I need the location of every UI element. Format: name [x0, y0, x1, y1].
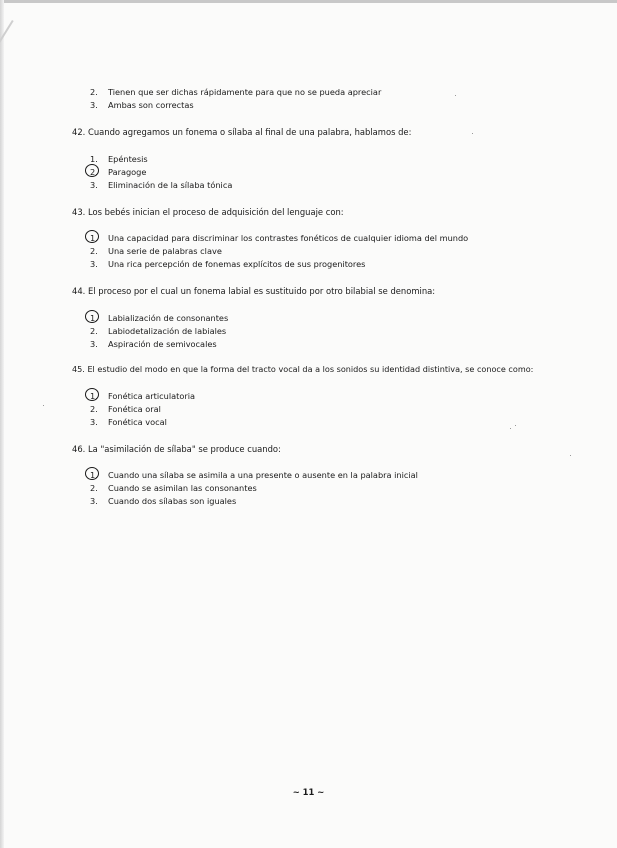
option-number: 2. — [90, 404, 98, 414]
option-text: Aspiración de semivocales — [108, 339, 217, 349]
question-title: 44. El proceso por el cual un fonema labial es sustituido por otro bilabial se denomina: — [72, 286, 436, 296]
option-item — [90, 416, 167, 428]
question-title: 42. Cuando agregamos un fonema o sílaba al final de una palabra, hablamos de: — [72, 127, 412, 137]
option-number: 3. — [90, 259, 98, 269]
option-text: Cuando se asimilan las consonantes — [108, 483, 257, 493]
answer-circle-mark — [85, 467, 99, 480]
option-item — [90, 469, 418, 481]
option-text: Cuando dos sílabas son iguales — [108, 496, 237, 506]
option-item — [90, 482, 257, 494]
option-text: Fonética articulatoria — [108, 391, 195, 401]
option-item — [90, 258, 365, 270]
option-number: 3. — [90, 339, 98, 349]
question-title: 45. El estudio del modo en que la forma del tracto vocal da a los sonidos su identidad distintiva, se conoce como: — [72, 364, 534, 374]
option-number: 2. — [90, 483, 98, 493]
option-text: Una serie de palabras clave — [108, 246, 222, 256]
question-title: 46. La "asimilación de sílaba" se produce cuando: — [72, 444, 281, 454]
option-number: 1. — [90, 154, 98, 164]
option-item — [90, 179, 232, 191]
option-text: Cuando una sílaba se asimila a una presente o ausente en la palabra inicial — [108, 470, 418, 480]
answer-circle-mark — [85, 230, 99, 243]
option-number: 3. — [90, 100, 98, 110]
option-item — [90, 495, 236, 507]
option-item — [90, 153, 148, 165]
option-text: Fonética vocal — [108, 417, 167, 427]
option-item — [90, 338, 217, 350]
scan-speck — [510, 428, 511, 429]
option-text: Fonética oral — [108, 404, 161, 414]
answer-circle-mark — [85, 164, 99, 177]
option-text: Una capacidad para discriminar los contrastes fonéticos de cualquier idioma del mundo — [108, 233, 469, 243]
option-number: 1. — [90, 469, 108, 481]
option-item — [90, 232, 468, 244]
page-top-edge — [0, 0, 617, 3]
option-text: Una rica percepción de fonemas explícitos de sus progenitores — [108, 259, 366, 269]
option-number: 3. — [90, 417, 98, 427]
scan-speck — [455, 95, 456, 96]
page-left-edge — [0, 0, 4, 848]
option-item — [90, 403, 161, 415]
option-item — [90, 166, 146, 178]
option-item — [90, 245, 222, 257]
option-item — [90, 86, 381, 98]
option-number: 2. — [90, 246, 98, 256]
option-number: 1. — [90, 312, 108, 324]
option-number: 2. — [90, 166, 108, 178]
page-number: ~ 11 ~ — [292, 787, 325, 797]
option-number: 3. — [90, 496, 98, 506]
scan-speck — [472, 133, 473, 134]
option-number: 2. — [90, 326, 98, 336]
option-text: Ambas son correctas — [108, 100, 194, 110]
option-number: 2. — [90, 87, 98, 97]
option-text: Epéntesis — [108, 154, 148, 164]
scan-speck — [570, 455, 571, 456]
option-text: Labialización de consonantes — [108, 313, 229, 323]
question-title: 43. Los bebés inician el proceso de adquisición del lenguaje con: — [72, 207, 344, 217]
option-number: 3. — [90, 180, 98, 190]
option-text: Labiodetalización de labiales — [108, 326, 227, 336]
option-text: Paragoge — [108, 167, 147, 177]
option-item — [90, 325, 226, 337]
option-text: Eliminación de la sílaba tónica — [108, 180, 233, 190]
option-number: 1. — [90, 390, 108, 402]
answer-circle-mark — [85, 388, 99, 401]
scan-speck — [515, 425, 516, 426]
option-item — [90, 99, 194, 111]
option-item — [90, 390, 195, 402]
option-text: Tienen que ser dichas rápidamente para que no se pueda apreciar — [108, 87, 382, 97]
scan-speck — [43, 405, 44, 406]
option-item — [90, 312, 228, 324]
option-number: 1. — [90, 232, 108, 244]
answer-circle-mark — [85, 310, 99, 323]
